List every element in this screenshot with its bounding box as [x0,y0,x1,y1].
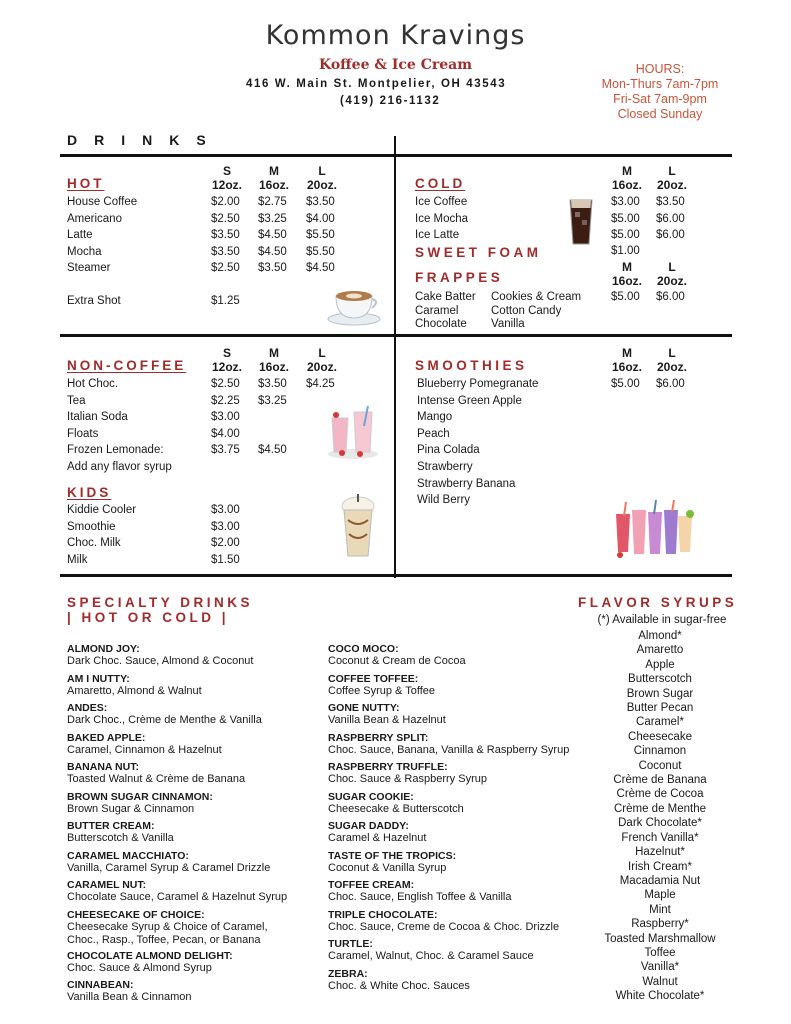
specialty-item: BANANA NUT: Toasted Walnut & Crème de Banana [67,761,246,785]
syrup-list [590,629,730,1004]
smoothie-price-m: $5.00 [611,378,640,390]
menu-item: Intense Green Apple [417,394,522,407]
milkshake-icon [340,494,376,558]
section-title-non-coffee: NON-COFFEE [67,358,187,373]
syrup-item: Macadamia Nut [619,874,701,887]
size-label: S 12oz. [211,164,242,192]
specialty-item: CHOCOLATE ALMOND DELIGHT: Choc. Sauce & Almond Syrup [67,949,233,974]
section-title-cold: COLD [415,176,466,191]
syrup-item: Almond* [638,630,682,642]
hot-list [67,194,367,277]
specialty-item: GONE NUTTY: Vanilla Bean & Hazelnut [328,702,446,726]
menu-item: Caramel [415,304,459,317]
syrup-item: Vanilla* [640,961,680,974]
specialty-item: TRIPLE CHOCOLATE: Choc. Sauce, Creme de Cocoa & Choc. Drizzle [328,908,560,933]
specialty-item: AM I NUTTY: Amaretto, Almond & Walnut [67,672,202,697]
menu-item: Latte $3.50 $4.50 $5.50 [67,229,335,242]
specialty-item: COCO MOCO: Coconut & Cream de Cocoa [328,643,466,667]
specialty-item: TASTE OF THE TROPICS: Coconut & Vanilla Syrup [328,849,457,874]
kids-list [67,502,267,568]
menu-item: Cake Batter [415,291,476,303]
syrup-item: Maple [644,889,676,902]
frappe-list-1 [415,291,476,332]
section-subtitle-specialty: | HOT OR COLD | [67,610,230,625]
menu-item: Mocha $3.50 $4.50 $5.50 [67,245,335,258]
frappe-list-2 [491,291,581,332]
menu-item: Chocolate [415,318,467,330]
syrup-item: Hazelnut* [635,846,685,859]
menu-item: Add any flavor syrup [67,460,172,473]
syrup-item: Cinnamon [633,745,687,758]
hours-title: HOURS: [635,62,685,76]
specialty-item: CHEESECAKE OF CHOICE: Cheesecake Syrup & Choice of Caramel, Choc., Rasp., Toffee, Pecan, or Banana [67,908,268,946]
address: 416 W. Main St. Montpelier, OH 43543 [246,78,507,90]
syrup-item: Caramel* [636,716,684,729]
divider [60,154,732,157]
syrup-item: Irish Cream* [628,860,692,873]
syrup-item: Walnut [642,975,678,988]
latte-cup-icon [326,286,382,326]
menu-item: Tea $2.25 $3.25 [67,394,287,407]
size-label: M 16oz. [258,346,289,374]
menu-item: Ice Coffee $3.00 $3.50 [415,196,685,208]
menu-item: Cookies & Cream [491,291,582,303]
menu-item: Smoothie $3.00 [67,520,240,533]
phone: (419) 216-1132 [340,95,441,107]
syrup-item: Dark Chocolate* [618,817,702,830]
menu-item: Italian Soda $3.00 [67,411,240,424]
size-label: L 20oz. [306,346,337,374]
syrup-item: Butterscotch [628,673,692,686]
syrup-item: Amaretto [636,644,684,657]
size-label: M 16oz. [611,164,642,192]
menu-item: Hot Choc. $2.50 $3.50 $4.25 [67,378,335,390]
frappe-price-m: $5.00 [611,291,640,303]
hours-line: Mon-Thurs 7am-7pm [601,77,719,91]
menu-item: Pina Colada [417,444,480,457]
section-title-sweet-foam: SWEET FOAM [415,245,542,260]
section-title-specialty: SPECIALTY DRINKS [67,595,254,610]
syrup-item: Raspberry* [631,918,689,931]
menu-item: Steamer $2.50 $3.50 $4.50 [67,262,335,275]
syrup-item: Apple [645,658,675,671]
specialty-item: BAKED APPLE: Caramel, Cinnamon & Hazelnut [67,731,222,756]
frappe-price-l: $6.00 [656,291,685,303]
specialty-item: RASPBERRY TRUFFLE: Choc. Sauce & Raspberry Syrup [328,761,487,785]
section-title-smoothies: SMOOTHIES [415,358,528,373]
syrup-item: Crème de Menthe [613,802,707,815]
size-label: L 20oz. [656,346,687,374]
section-title-hot: HOT [67,176,105,191]
syrup-item: French Vanilla* [621,831,699,844]
specialty-item: ALMOND JOY: Dark Choc. Sauce, Almond & Coconut [67,643,254,667]
hours-block [580,62,740,122]
syrup-item: Crème de Cocoa [616,788,704,801]
menu-item: Milk $1.50 [67,553,240,566]
menu-item: House Coffee $2.00 $2.75 $3.50 [67,196,335,208]
menu-item: Cotton Candy [491,304,562,317]
syrup-item: Butter Pecan [626,702,694,715]
vertical-divider [394,136,396,578]
syrup-item: Crème de Banana [613,774,707,787]
iced-coffee-icon [567,198,595,246]
menu-item: Americano $2.50 $3.25 $4.00 [67,212,335,225]
section-title-syrups: FLAVOR SYRUPS [578,595,738,610]
syrup-item: White Chocolate* [615,990,705,1003]
syrup-item: Mint [649,903,671,916]
smoothie-price-l: $6.00 [656,378,685,390]
size-label: M 16oz. [611,346,642,374]
extra-shot: Extra Shot $1.25 [67,295,240,307]
menu-item: Peach [417,427,450,440]
syrup-item: Toasted Marshmallow [604,932,716,945]
specialty-item: RASPBERRY SPLIT: Choc. Sauce, Banana, Vanilla & Raspberry Syrup [328,731,570,756]
menu-item: Wild Berry [417,494,471,507]
non-coffee-list [67,376,367,476]
specialty-item: SUGAR DADDY: Caramel & Hazelnut [328,820,427,844]
syrup-item: Toffee [644,946,676,959]
sweet-foam-price: $1.00 [611,245,640,257]
size-label: M 16oz. [258,164,289,192]
smoothie-list [417,376,538,509]
menu-item: Vanilla [491,318,525,330]
menu-item: Strawberry [417,460,473,473]
specialty-item: CINNABEAN: Vanilla Bean & Cinnamon [67,979,192,1003]
specialty-item: BROWN SUGAR CINNAMON: Brown Sugar & Cinnamon [67,790,213,815]
menu-item: Floats $4.00 [67,427,240,440]
size-label: L 20oz. [306,164,337,192]
menu-item: Ice Mocha $5.00 $6.00 [415,212,685,225]
smoothies-icon [612,500,696,558]
syrup-item: Coconut [638,759,682,772]
specialty-item: ZEBRA: Choc. & White Choc. Sauces [328,967,470,992]
specialty-item: TOFFEE CREAM: Choc. Sauce, English Toffee & Vanilla [328,879,512,903]
specialty-item: CARAMEL NUT: Chocolate Sauce, Caramel & Hazelnut Syrup [67,879,288,903]
menu-item: Kiddie Cooler $3.00 [67,504,240,516]
specialty-item: CARAMEL MACCHIATO: Vanilla, Caramel Syrup & Caramel Drizzle [67,849,271,874]
specialty-col-1 [67,643,327,1009]
specialty-item: TURTLE: Caramel, Walnut, Choc. & Caramel Sauce [328,938,534,962]
syrup-item: Cheesecake [628,730,692,743]
logo: Kommon Kravings [265,20,526,51]
menu-item: Blueberry Pomegranate [417,378,539,390]
drinks-title: DRINKS [67,132,223,148]
specialty-item: COFFEE TOFFEE: Coffee Syrup & Toffee [328,672,436,697]
size-label: S 12oz. [211,346,242,374]
divider [60,334,732,337]
menu-item: Choc. Milk $2.00 [67,537,240,550]
hours-line: Closed Sunday [617,107,703,121]
size-label: M 16oz. [611,260,642,288]
lemonade-icon [326,406,380,460]
size-label: L 20oz. [656,164,687,192]
specialty-item: BUTTER CREAM: Butterscotch & Vanilla [67,820,174,844]
syrup-item: Brown Sugar [626,687,694,700]
specialty-col-2 [328,643,608,997]
hours-line: Fri-Sat 7am-9pm [613,92,707,106]
size-label: L 20oz. [656,260,687,288]
cold-list [415,194,715,244]
syrups-note: (*) Available in sugar-free [597,614,727,626]
menu-item: Ice Latte $5.00 $6.00 [415,229,685,242]
subtitle: Koffee & Ice Cream [318,57,473,73]
section-title-kids: KIDS [67,485,112,500]
specialty-item: SUGAR COOKIE: Cheesecake & Butterscotch [328,790,464,815]
menu-item: Strawberry Banana [417,477,516,490]
menu-item: Frozen Lemonade: $3.75 $4.50 [67,444,287,457]
menu-item: Mango [417,411,453,424]
section-title-frappes: FRAPPES [415,270,504,285]
divider [60,574,732,577]
specialty-item: ANDES: Dark Choc., Crème de Menthe & Vanilla [67,702,262,726]
